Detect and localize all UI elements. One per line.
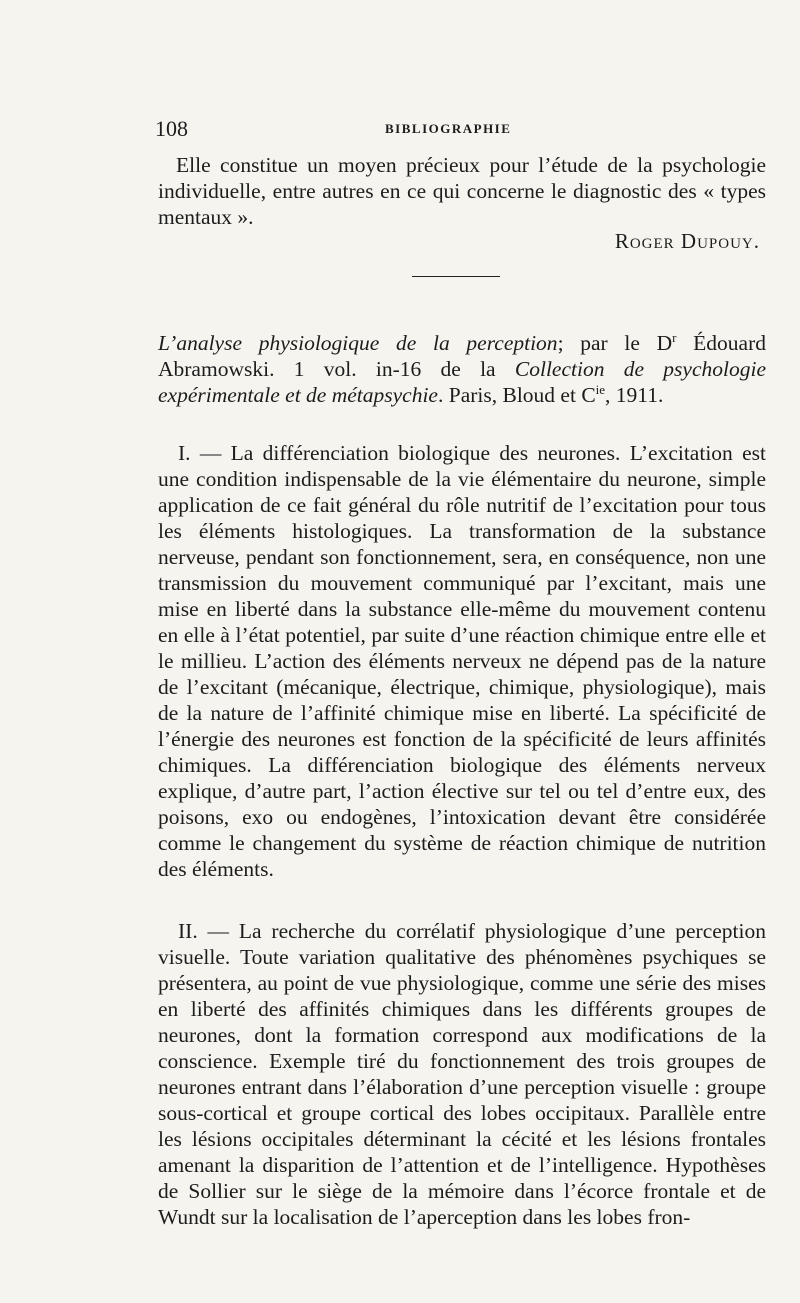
paragraph-review-end: Elle constitue un moyen précieux pour l’étude de la psychologie individuelle, entre autres en ce qui concerne le diagnostic des « types mentaux ». bbox=[158, 153, 766, 229]
author-signature: Roger Dupouy. bbox=[614, 229, 760, 253]
page-number: 108 bbox=[155, 116, 188, 141]
section-one-text: I. — La différenciation biologique des neurones. L’excitation est une condition indispensable de la vie élémentaire du neurone, simple application de ce fait général du rôle nutritif de l’excitation pour tous les éléments histologiques. La transformation de la substance nerveuse, pendant son fonctionnement, sera, en conséquence, non une transmission du mouvement communiqué par l’excitant, mais une mise en liberté dans la substance elle-même du mouvement contenu en elle à l’état potentiel, par suite d’une réaction chimique entre elle et le millieu. L’action des éléments nerveux ne dépend pas de la nature de l’excitant (mécanique, électrique, chimique, physiologique), mais de la nature de l’affinité chimique mise en liberté. La spécificité de l’énergie des neurones est fonction de la spécificité de leurs affinités chimiques. La différenciation biologique des éléments nerveux explique, d’autre part, l’action élective sur tel ou tel d’entre eux, des poisons, exo ou endogènes, l’intoxication devant être considérée comme le changement du système de réaction chimique de nutrition des éléments. bbox=[158, 441, 766, 881]
running-head: BIBLIOGRAPHIE bbox=[385, 121, 512, 136]
book-title: L’analyse physiologique de la perception bbox=[158, 331, 558, 355]
dr-superscript: r bbox=[672, 329, 677, 345]
collection-title: Collection de psychologie expérimentale et de métapsychie bbox=[158, 357, 766, 407]
section-two-text: II. — La recherche du corrélatif physiologique d’une perception visuelle. Toute variation qualitative des phénomènes psychiques se présentera, au point de vue physiologique, comme une série des mises en liberté des affinités chimiques dans les différents groupes de neurones, dont la formation correspond aux modifications de la conscience. Exemple tiré du fonctionnement des trois groupes de neurones entrant dans l’élaboration d’une perception visuelle : groupe sous-cortical et groupe cortical des lobes occipitaux. Parallèle entre les lésions occipitales déterminant la cécité et les lésions frontales amenant la disparition de l’attention et de l’intelligence. Hypothèses de Sollier sur le siège de la mémoire dans l’écorce frontale et de Wundt sur la localisation de l’aperception dans les lobes fron- bbox=[158, 919, 766, 1229]
bibliographic-reference bbox=[158, 330, 766, 408]
ref-author: Édouard Abramowski. 1 vol. in-16 de la bbox=[158, 331, 766, 381]
section-divider bbox=[412, 276, 500, 277]
ref-year: , 1911. bbox=[605, 383, 664, 407]
ref-by: ; par le D bbox=[557, 331, 673, 355]
co-superscript: ie bbox=[595, 381, 606, 397]
ref-publisher: . Paris, Bloud et C bbox=[437, 383, 596, 407]
